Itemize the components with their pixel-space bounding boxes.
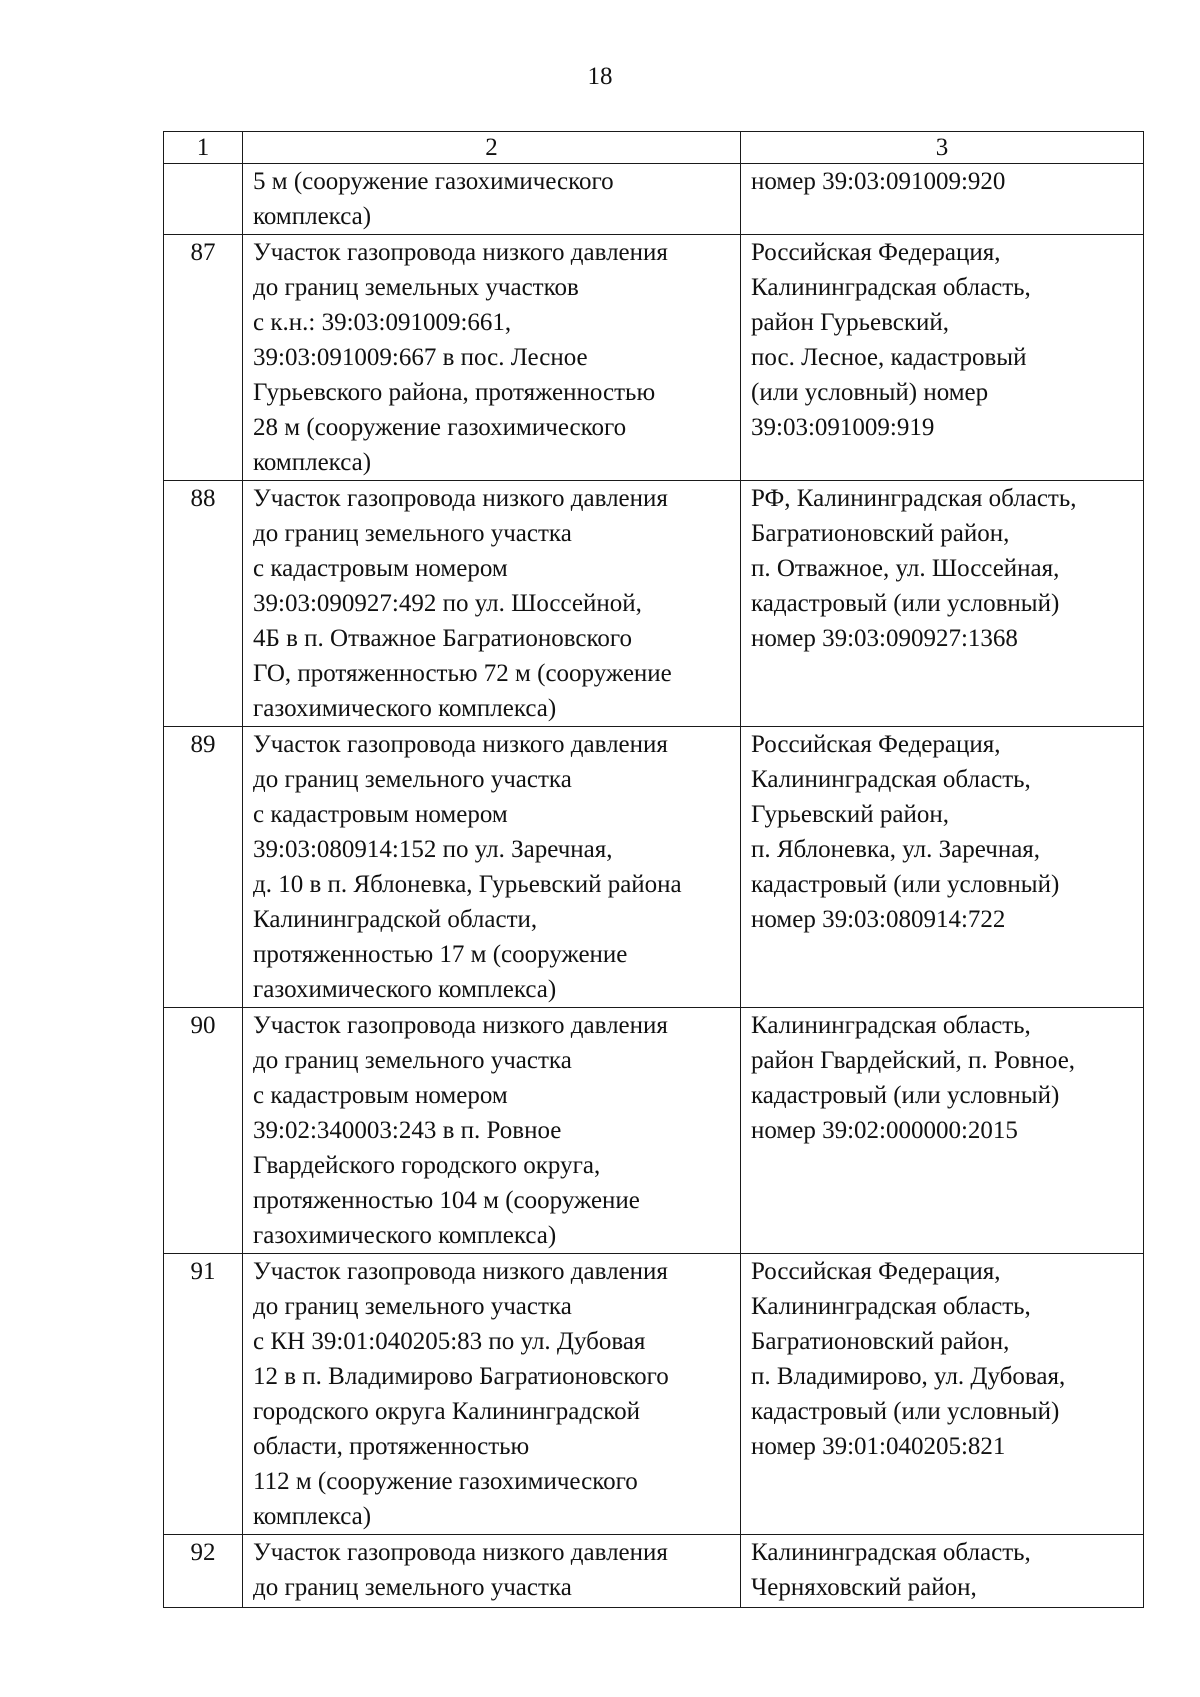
text-line: кадастровый (или условный) <box>751 871 1060 898</box>
row-description <box>243 481 741 727</box>
text-line: Гвардейского городского округа, <box>253 1152 601 1179</box>
text-line: до границ земельных участков <box>253 274 579 301</box>
text-line: номер 39:03:090927:1368 <box>751 625 1018 652</box>
table-row <box>164 235 1144 481</box>
text-line: с КН 39:01:040205:83 по ул. Дубовая <box>253 1328 646 1355</box>
text-line: комплекса) <box>253 1503 372 1530</box>
text-line: район Гвардейский, п. Ровное, <box>751 1047 1076 1074</box>
text-line: 39:02:340003:243 в п. Ровное <box>253 1117 562 1144</box>
text-line: п. Яблоневка, ул. Заречная, <box>751 836 1041 863</box>
text-line: Калининградская область, <box>751 1539 1031 1566</box>
text-line: д. 10 в п. Яблоневка, Гурьевский района <box>253 871 682 898</box>
text-line: области, протяженностью <box>253 1433 530 1460</box>
column-header-1: 1 <box>164 132 243 164</box>
row-description <box>243 1535 741 1608</box>
table-row <box>164 1254 1144 1535</box>
row-description <box>243 235 741 481</box>
text-line: Российская Федерация, <box>751 239 1001 266</box>
text-line: 112 м (сооружение газохимического <box>253 1468 638 1495</box>
row-number: 91 <box>164 1254 243 1535</box>
text-line: кадастровый (или условный) <box>751 1398 1060 1425</box>
text-line: с кадастровым номером <box>253 555 508 582</box>
text-line: до границ земельного участка <box>253 1574 572 1601</box>
text-line: 39:03:080914:152 по ул. Заречная, <box>253 836 613 863</box>
text-line: п. Отважное, ул. Шоссейная, <box>751 555 1060 582</box>
table-row <box>164 481 1144 727</box>
table-row <box>164 727 1144 1008</box>
text-line: до границ земельного участка <box>253 520 572 547</box>
row-address <box>741 164 1144 235</box>
row-description <box>243 1008 741 1254</box>
text-line: с кадастровым номером <box>253 1082 508 1109</box>
text-line: до границ земельного участка <box>253 766 572 793</box>
text-line: ГО, протяженностью 72 м (сооружение <box>253 660 672 687</box>
text-line: 39:03:090927:492 по ул. Шоссейной, <box>253 590 642 617</box>
row-address <box>741 235 1144 481</box>
text-line: протяженностью 104 м (сооружение <box>253 1187 640 1214</box>
row-address <box>741 1535 1144 1608</box>
text-line: газохимического комплекса) <box>253 695 557 722</box>
text-line: номер 39:01:040205:821 <box>751 1433 1006 1460</box>
text-line: кадастровый (или условный) <box>751 590 1060 617</box>
text-line: Черняховский район, <box>751 1574 977 1601</box>
text-line: номер 39:03:080914:722 <box>751 906 1006 933</box>
table-row <box>164 1535 1144 1608</box>
text-line: Участок газопровода низкого давления <box>253 731 668 758</box>
text-line: до границ земельного участка <box>253 1047 572 1074</box>
text-line: Гурьевский район, <box>751 801 950 828</box>
text-line: п. Владимирово, ул. Дубовая, <box>751 1363 1066 1390</box>
text-line: городского округа Калининградской <box>253 1398 640 1425</box>
text-line: 28 м (сооружение газохимического <box>253 414 627 441</box>
row-description <box>243 1254 741 1535</box>
text-line: 39:03:091009:667 в пос. Лесное <box>253 344 588 371</box>
text-line: Багратионовский район, <box>751 1328 1010 1355</box>
text-line: с к.н.: 39:03:091009:661, <box>253 309 512 336</box>
text-line: газохимического комплекса) <box>253 976 557 1003</box>
table-header-row <box>164 132 1144 164</box>
text-line: Участок газопровода низкого давления <box>253 1539 668 1566</box>
row-number: 87 <box>164 235 243 481</box>
row-number: 92 <box>164 1535 243 1608</box>
document-table <box>163 131 1144 1608</box>
text-line: Калининградская область, <box>751 1012 1031 1039</box>
text-line: Российская Федерация, <box>751 731 1001 758</box>
row-address <box>741 481 1144 727</box>
page-number: 18 <box>587 63 613 90</box>
text-line: район Гурьевский, <box>751 309 950 336</box>
text-line: Калининградская область, <box>751 1293 1031 1320</box>
text-line: Калининградская область, <box>751 766 1031 793</box>
text-line: 4Б в п. Отважное Багратионовского <box>253 625 632 652</box>
text-line: Калининградская область, <box>751 274 1031 301</box>
text-line: (или условный) номер <box>751 379 989 406</box>
column-header-2: 2 <box>243 132 741 164</box>
row-number: 89 <box>164 727 243 1008</box>
table-row <box>164 164 1144 235</box>
row-number <box>164 164 243 235</box>
row-address <box>741 727 1144 1008</box>
text-line: номер 39:03:091009:920 <box>751 168 1006 195</box>
row-description <box>243 727 741 1008</box>
row-address <box>741 1008 1144 1254</box>
table-row <box>164 1008 1144 1254</box>
text-line: Участок газопровода низкого давления <box>253 239 668 266</box>
row-address <box>741 1254 1144 1535</box>
row-number: 88 <box>164 481 243 727</box>
row-number: 90 <box>164 1008 243 1254</box>
text-line: Калининградской области, <box>253 906 538 933</box>
text-line: газохимического комплекса) <box>253 1222 557 1249</box>
text-line: Участок газопровода низкого давления <box>253 1012 668 1039</box>
row-description <box>243 164 741 235</box>
text-line: Гурьевского района, протяженностью <box>253 379 656 406</box>
text-line: до границ земельного участка <box>253 1293 572 1320</box>
text-line: Багратионовский район, <box>751 520 1010 547</box>
text-line: номер 39:02:000000:2015 <box>751 1117 1018 1144</box>
text-line: Российская Федерация, <box>751 1258 1001 1285</box>
column-header-3: 3 <box>741 132 1144 164</box>
text-line: Участок газопровода низкого давления <box>253 1258 668 1285</box>
text-line: протяженностью 17 м (сооружение <box>253 941 628 968</box>
text-line: комплекса) <box>253 449 372 476</box>
text-line: РФ, Калининградская область, <box>751 485 1077 512</box>
text-line: кадастровый (или условный) <box>751 1082 1060 1109</box>
text-line: 5 м (сооружение газохимического <box>253 168 614 195</box>
text-line: комплекса) <box>253 203 372 230</box>
text-line: с кадастровым номером <box>253 801 508 828</box>
text-line: Участок газопровода низкого давления <box>253 485 668 512</box>
text-line: 12 в п. Владимирово Багратионовского <box>253 1363 669 1390</box>
text-line: пос. Лесное, кадастровый <box>751 344 1027 371</box>
text-line: 39:03:091009:919 <box>751 414 935 441</box>
